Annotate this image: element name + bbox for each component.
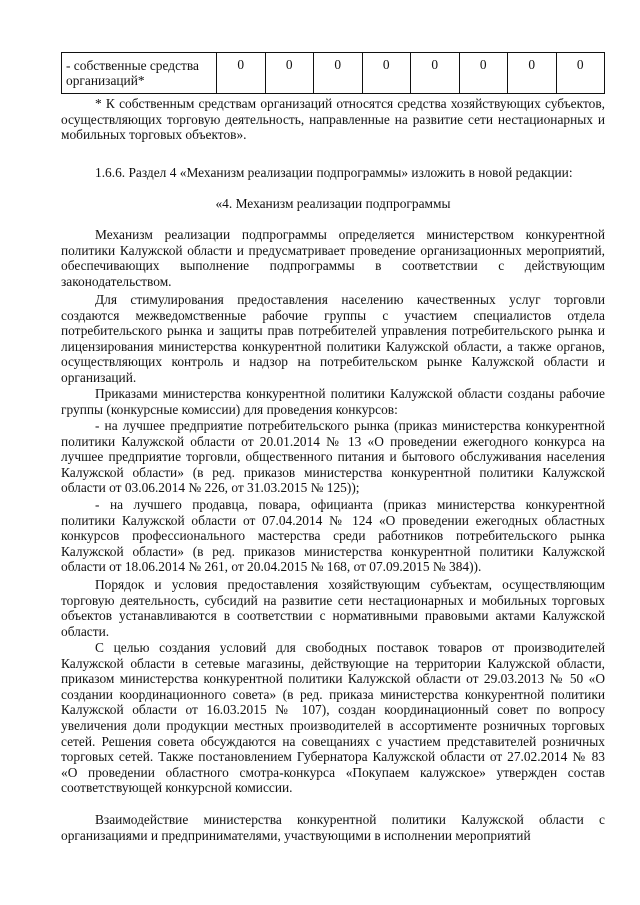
- footnote: * К собственным средствам организаций относятся средства хозяйствующих субъектов, осуществляющих торговую деятельность, направленные на развитие сети нестационарных и мобильных торговых объектов».: [61, 96, 605, 143]
- paragraph: Порядок и условия предоставления хозяйствующим субъектам, осуществляющим торговую деятельность, субсидий на развитие сети нестационарных и мобильных торговых объектов устанавливаются в соответствии с нормативными правовыми актами Калужской области.: [61, 577, 605, 639]
- table-cell: 0: [459, 53, 508, 94]
- amendment-item: 1.6.6. Раздел 4 «Механизм реализации подпрограммы» изложить в новой редакции:: [95, 165, 573, 180]
- table-cell: 0: [411, 53, 460, 94]
- section-title: «4. Механизм реализации подпрограммы: [215, 196, 451, 211]
- table-cell: 0: [556, 53, 605, 94]
- table-cell: 0: [265, 53, 314, 94]
- table-row-label: - собственные средства организаций*: [62, 53, 217, 94]
- table-cell: 0: [314, 53, 363, 94]
- financing-table: [61, 52, 605, 94]
- table-cell: 0: [362, 53, 411, 94]
- paragraph: Приказами министерства конкурентной политики Калужской области созданы рабочие группы (конкурсные комиссии) для проведения конкурсов:: [61, 386, 605, 417]
- paragraph: Механизм реализации подпрограммы определяется министерством конкурентной политики Калужской области и предусматривает проведение организационных мероприятий, обеспечивающих выполнение подпрограммы в соответствии с действующим законодательством.: [61, 227, 605, 289]
- list-item: - на лучшее предприятие потребительского рынка (приказ министерства конкурентной политики Калужской области от 20.01.2014 № 13 «О проведении ежегодного конкурса на лучшее предприятие торговли, общественного питания и бытового обслуживания населения Калужской области» (в ред. приказов министерства конкурентной политики Калужской области от 03.06.2014 № 226, от 31.03.2015 № 125));: [61, 418, 605, 496]
- paragraph: Взаимодействие министерства конкурентной политики Калужской области с организациями и предпринимателями, участвующими в исполнении мероприятий: [61, 812, 605, 843]
- table-row: [62, 53, 605, 94]
- paragraph: С целью создания условий для свободных поставок товаров от производителей Калужской области в сетевые магазины, действующие на территории Калужской области, приказом министерства конкурентной политики Калужской области от 29.03.2013 № 50 «О создании координационного совета» (в ред. приказа министерства конкурентной политики Калужской области от 16.03.2015 № 107), создан координационный совет по вопросу увеличения доли продукции местных производителей в ассортименте розничных торговых сетей. Решения совета обсуждаются на совещаниях с участием представителей розничных торговых сетей. Также постановлением Губернатора Калужской области от 27.02.2014 № 83 «О проведении областного смотра-конкурса «Покупаем калужское» утвержден состав соответствующей конкурсной комиссии.: [61, 640, 605, 796]
- table-cell: 0: [508, 53, 557, 94]
- table-cell: 0: [217, 53, 266, 94]
- paragraph: Для стимулирования предоставления населению качественных услуг торговли создаются межведомственные рабочие группы с участием специалистов отдела потребительского рынка и защиты прав потребителей управления потребительского рынка и лицензирования министерства конкурентной политики Калужской области, а также органов, осуществляющих контроль и надзор на потребительском рынке Калужской области и организаций.: [61, 292, 605, 385]
- list-item: - на лучшего продавца, повара, официанта (приказ министерства конкурентной политики Калужской области от 07.04.2014 № 124 «О проведении ежегодных областных конкурсов профессионального мастерства среди работников потребительского рынка Калужской области» (в ред. приказов министерства конкурентной политики Калужской области от 18.06.2014 № 261, от 20.04.2015 № 168, от 07.09.2015 № 384)).: [61, 497, 605, 575]
